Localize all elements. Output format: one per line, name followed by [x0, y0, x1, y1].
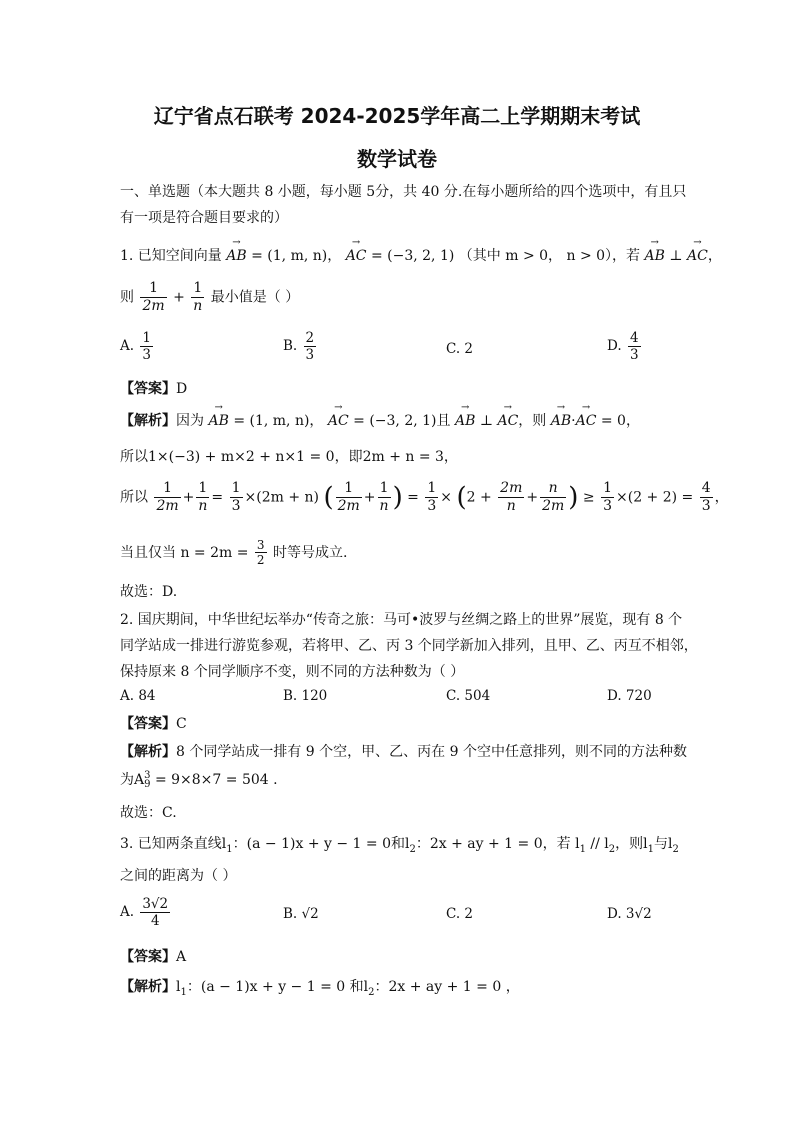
q2-option-c: C. 504	[446, 688, 491, 704]
q1-stem-line1: 1. 已知空间向量 → AB = (1, m, n)， → AC = (−3, 2, 1) （其中 m > 0， n > 0），若 → AB ⊥ → AC，	[120, 245, 722, 265]
vector-ab: → AB	[226, 248, 246, 264]
q3-option-c: C. 2	[446, 906, 474, 922]
q1-option-c: C. 2	[446, 341, 474, 357]
q1-option-a: A. $\frac{1}{3}$	[120, 330, 151, 364]
q1-answer: 【答案】D	[120, 381, 188, 397]
q2-stem-line3: 保持原来 8 个同学顺序不变，则不同的方法种数为（ ）	[120, 664, 465, 680]
q2-option-b: B. 120	[283, 688, 328, 704]
section-heading-line1: 一、单选题（本大题共 8 小题，每小题 5分，共 40 分.在每小题所给的四个选项中，有且只	[120, 184, 687, 200]
q2-option-a: A. 84	[120, 688, 156, 704]
q1-solution-line4: 当且仅当 n = 2m = $\frac{3}{2}$ 时等号成立.	[120, 538, 348, 568]
q3-solution-line1: 【解析】$l_1$：(a − 1)x + y − 1 = 0 和$l_2$：2x + ay + 1 = 0 ，	[120, 979, 520, 998]
page-title: 辽宁省点石联考 2024-2025学年高二上学期期末考试	[153, 104, 641, 128]
section-heading-line2: 有一项是符合题目要求的）	[120, 210, 288, 226]
q3-stem-line1: 3. 已知两条直线$l_1$：(a − 1)x + y − 1 = 0和$l_2$：2x + ay + 1 = 0，若 $l_1 // l_2$，则$l_1$与$l_2$	[120, 836, 679, 855]
page-subtitle: 数学试卷	[357, 147, 437, 171]
q1-solution-line2: 所以1×(−3) + m×2 + n×1 = 0，即2m + n = 3，	[120, 449, 458, 465]
q2-solution-line1: 【解析】8 个同学站成一排有 9 个空，甲、乙、丙在 9 个空中任意排列，则不同的方法种数	[120, 744, 687, 760]
q3-option-b: B. √2	[283, 906, 319, 922]
q2-stem-line1: 2. 国庆期间，中华世纪坛举办“传奇之旅：马可•波罗与丝绸之路上的世界”展览，现有 8 个	[120, 612, 683, 628]
q1-option-b: B. $\frac{2}{3}$	[283, 330, 315, 364]
q3-answer: 【答案】A	[120, 949, 187, 965]
q1-solution-line3: 所以 $\frac{1}{2m}$ + $\frac{1}{n}$ = $\frac{1}{3}$ ×(2m + n) ( $\frac{1}{2m}$ + $\frac{1}{n}$ ) = $\frac{1}{3}$ × (2 + $\frac{2m}{n}$ + $\frac{n}{2m}$ ) ≥ $\frac{1}{3}$ ×(2 + 2) = $\frac{4}{3}$ ，	[120, 480, 729, 514]
q2-solution-conclusion: 故选：C.	[120, 805, 177, 821]
q1-option-d: D. $\frac{4}{3}$	[607, 330, 639, 364]
q1-stem-line2: 则 $\frac{1}{2m}$ + $\frac{1}{n}$ 最小值是（ ）	[120, 280, 300, 314]
q1-solution-line1: 【解析】因为 → AB = (1, m, n)， → AC = (−3, 2, 1)且 → AB ⊥ → AC，则 → AB·→ AC = 0，	[120, 410, 640, 430]
q3-option-d: D. 3√2	[607, 906, 652, 922]
q3-option-a: A. $\frac{3√2}{4}$	[120, 896, 169, 930]
vector-ac: → AC	[346, 248, 367, 264]
q3-stem-line2: 之间的距离为（ ）	[120, 868, 237, 884]
q2-answer: 【答案】C	[120, 716, 187, 732]
q2-solution-line2: 为A 3 9 = 9×8×7 = 504 .	[120, 770, 278, 790]
q2-option-d: D. 720	[607, 688, 652, 704]
q2-stem-line2: 同学站成一排进行游览参观，若将甲、乙、丙 3 个同学新加入排列，且甲、乙、丙互不相邻，	[120, 638, 698, 654]
q1-solution-conclusion: 故选：D.	[120, 584, 178, 600]
